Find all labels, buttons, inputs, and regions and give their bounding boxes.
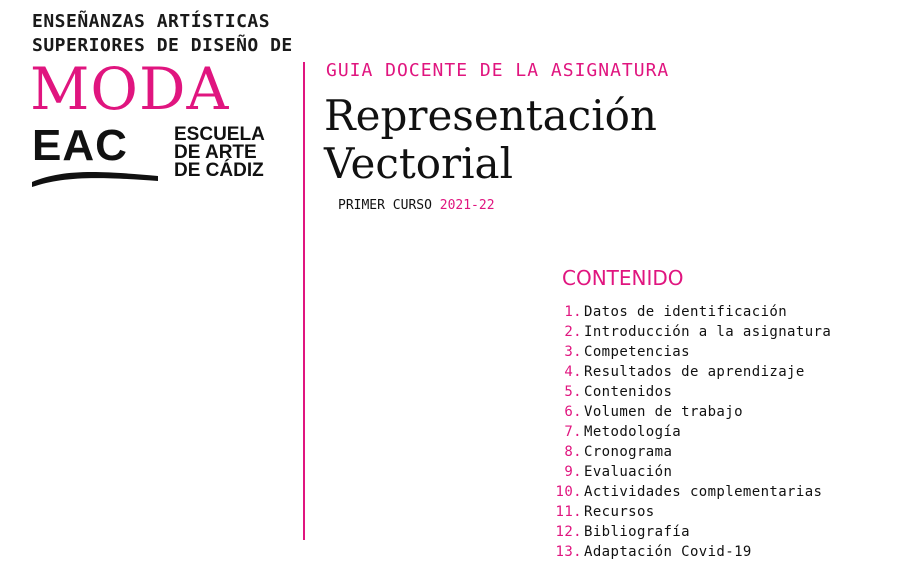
toc-list — [548, 302, 831, 562]
toc-item-label: Bibliografía — [584, 524, 690, 540]
toc-heading: CONTENIDO — [562, 266, 684, 290]
guide-label: GUIA DOCENTE DE LA ASIGNATURA — [326, 60, 670, 81]
course-label: PRIMER CURSO — [338, 198, 432, 213]
logo-school-line-2: DE ARTE — [174, 142, 257, 163]
page-title — [324, 92, 657, 188]
toc-item-label: Datos de identificación — [584, 304, 788, 320]
toc-item-number: 12. — [555, 524, 582, 540]
toc-item-number: 5. — [564, 384, 582, 400]
logo-header-text — [32, 10, 292, 58]
toc-item[interactable] — [548, 322, 831, 342]
course-info — [338, 198, 495, 213]
toc-item[interactable] — [548, 522, 831, 542]
toc-item-number: 4. — [564, 364, 582, 380]
toc-item-label: Adaptación Covid-19 — [584, 544, 752, 560]
toc-item[interactable] — [548, 362, 831, 382]
toc-item-number: 10. — [555, 484, 582, 500]
vertical-divider — [303, 62, 305, 540]
toc-item-label: Introducción a la asignatura — [584, 324, 832, 340]
toc-item-label: Volumen de trabajo — [584, 404, 743, 420]
toc-item[interactable] — [548, 382, 831, 402]
logo-eac: EAC — [32, 121, 128, 170]
toc-item-number: 1. — [564, 304, 582, 320]
toc-item-number: 13. — [555, 544, 582, 560]
title-line-1: Representación — [324, 91, 657, 140]
toc-item[interactable] — [548, 442, 831, 462]
logo-school-line-3: DE CÁDIZ — [174, 160, 264, 181]
toc-item[interactable] — [548, 542, 831, 562]
toc-item[interactable] — [548, 302, 831, 322]
toc-item-number: 2. — [564, 324, 582, 340]
toc-item[interactable] — [548, 422, 831, 442]
toc-item[interactable] — [548, 342, 831, 362]
toc-item-label: Contenidos — [584, 384, 673, 400]
toc-item-number: 9. — [564, 464, 582, 480]
toc-item-number: 7. — [564, 424, 582, 440]
logo-wave-icon — [32, 168, 158, 188]
toc-item-label: Actividades complementarias — [584, 484, 823, 500]
toc-item-number: 3. — [564, 344, 582, 360]
logo-school-line-1: ESCUELA — [174, 124, 265, 145]
toc-item-label: Competencias — [584, 344, 690, 360]
toc-item[interactable] — [548, 402, 831, 422]
toc-item[interactable] — [548, 502, 831, 522]
toc-item-label: Evaluación — [584, 464, 673, 480]
course-year: 2021-22 — [439, 198, 495, 213]
toc-item-label: Cronograma — [584, 444, 673, 460]
toc-item[interactable] — [548, 482, 831, 502]
toc-item-label: Recursos — [584, 504, 655, 520]
toc-item-label: Metodología — [584, 424, 682, 440]
logo-line-2: SUPERIORES DE DISEÑO DE — [32, 35, 293, 56]
toc-item-number: 6. — [564, 404, 582, 420]
logo-line-1: ENSEÑANZAS ARTÍSTICAS — [32, 11, 271, 32]
toc-item[interactable] — [548, 462, 831, 482]
toc-item-number: 11. — [555, 504, 582, 520]
title-line-2: Vectorial — [324, 139, 513, 188]
logo-moda: MODA — [30, 55, 230, 123]
toc-item-label: Resultados de aprendizaje — [584, 364, 805, 380]
toc-item-number: 8. — [564, 444, 582, 460]
logo-school-name — [174, 126, 265, 180]
